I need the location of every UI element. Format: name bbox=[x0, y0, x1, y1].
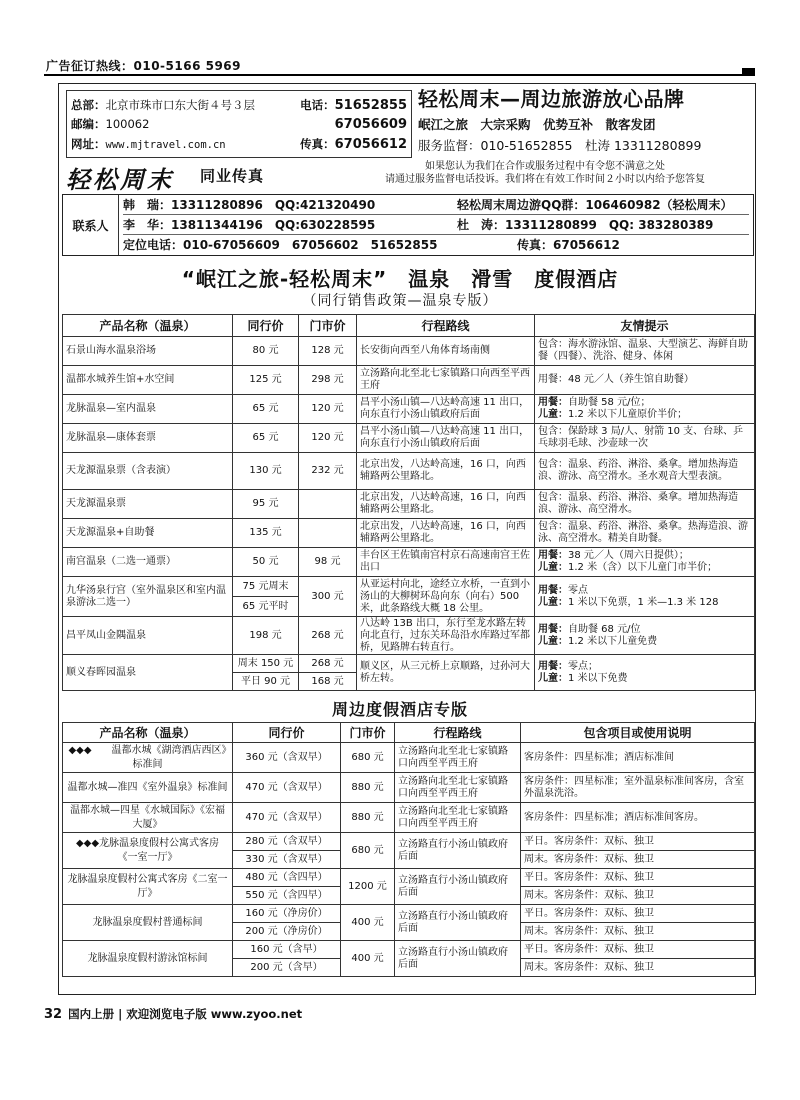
brand-logo-text: 轻松周末 bbox=[66, 166, 174, 194]
table-row: 温都水城—准四《室外温泉》标准间 470 元（含双早） 880 元 立汤路向北至北七家镇路口向西至平西王府 客房条件：四星标准；室外温泉标准间客房，含室外温泉洗浴。 bbox=[63, 773, 755, 803]
table-subrow: 200 元（净房价） 周末。客房条件：双标、独卫 bbox=[63, 923, 755, 941]
contact-row: 定位电话：010-67056609 67056602 51652855 传真：67056612 bbox=[123, 238, 620, 252]
page-subtitle: （同行销售政策—温泉专版） bbox=[302, 293, 498, 309]
ad-hotline: 广告征订热线：010-5166 5969 bbox=[46, 59, 242, 73]
company-fax: 67056612 bbox=[334, 137, 407, 152]
page-title: “岷江之旅-轻松周末” 温泉 滑雪 度假酒店 bbox=[181, 267, 619, 291]
contacts-box bbox=[62, 194, 754, 256]
contact-row: 李 华：13811344196 QQ:630228595 杜 涛：13311280899 QQ: 383280389 bbox=[123, 215, 749, 235]
table-row: 龙脉温泉—室内温泉 65 元 120 元 昌平小汤山镇—八达岭高速 11 出口，向东直行小汤山镇政府后面 用餐：自助餐 58 元/位； 儿童：1.2 米以下儿童原价半价； bbox=[63, 395, 755, 424]
company-website[interactable]: www.mjtravel.com.cn bbox=[105, 139, 226, 151]
resort-hotel-table bbox=[62, 722, 755, 977]
table-row: 昌平凤山金隅温泉 198 元 268 元 八达岭 13B 出口，东行至龙水路左转向北直行，过东关环岛沿水库路过军都桥，见路牌右转直行。 用餐：自助餐 68 元/位 儿童：1.2 米以下儿童免费 bbox=[63, 617, 755, 655]
contacts-label: 联系人 bbox=[63, 195, 119, 255]
table-row: 龙脉温泉度假村公寓式客房《二室一厅》 480 元（含四早） 1200 元 立汤路直行小汤山镇政府后面 平日。客房条件：双标、独卫 bbox=[63, 869, 755, 887]
table-row: 顺义春晖园温泉 周末 150 元 268 元 顺义区，从三元桥上京顺路，过孙河大桥左转。 用餐：零点； 儿童：1 米以下免费 bbox=[63, 655, 755, 673]
slogan-tags: 岷江之旅 大宗采购 优势互补 散客发团 bbox=[418, 117, 656, 132]
table-subrow: 330 元（含双早） 周末。客房条件：双标、独卫 bbox=[63, 851, 755, 869]
table-row: 南宫温泉（二选一通票） 50 元 98 元 丰台区王佐镇南宫村京石高速南宫王佐出口 用餐：38 元／人（周六日提供）； 儿童：1.2 米（含）以下儿童门市半价； bbox=[63, 548, 755, 577]
brand-slogan-box bbox=[418, 86, 724, 158]
contact-row: 韩 瑞：13311280896 QQ:421320490 轻松周末周边游QQ群：106460982（轻松周末） bbox=[123, 195, 749, 215]
table-row: ◆◆◆龙脉温泉度假村公寓式客房《一室一厅》 280 元（含双早） 680 元 立汤路直行小汤山镇政府后面 平日。客房条件：双标、独卫 bbox=[63, 833, 755, 851]
table-row: 九华汤泉行宫（室外温泉区和室内温泉游泳二选一） 75 元周末 300 元 从亚运村向北，途经立水桥，一直到小汤山的大柳树环岛向东（向右）500 米，此条路线大概 18 公里。 用餐：零点 儿童：1 米以下免票，1 米—1.3 米 128 bbox=[63, 577, 755, 597]
page-footer bbox=[44, 1006, 302, 1022]
company-address: 北京市珠市口东大街４号３层 bbox=[105, 98, 255, 112]
table-subrow: 65 元平时 bbox=[63, 597, 755, 617]
table-row: 石景山海水温泉浴场 80 元 128 元 长安街向西至八角体育场南侧 包含：海水游泳馆、温泉、大型演艺、海鲜自助餐（四餐）、洗浴、健身、体闲 bbox=[63, 337, 755, 366]
table-row: ◆◆◆ 温都水城《湖湾酒店西区》标准间 360 元（含双早） 680 元 立汤路向北至北七家镇路口向西至平西王府 客房条件：四星标准；酒店标准间 bbox=[63, 743, 755, 773]
company-zip: 100062 bbox=[105, 117, 150, 131]
company-phone: 51652855 bbox=[334, 98, 407, 113]
table-row: 温都水城养生馆+水空间 125 元 298 元 立汤路向北至北七家镇路口向西至平西王府 用餐：48 元／人（养生馆自助餐） bbox=[63, 366, 755, 395]
table-row: 温都水城—四星《水城国际》《宏福大厦》 470 元（含双早） 880 元 立汤路向北至北七家镇路口向西至平西王府 客房条件：四星标准；酒店标准间客房。 bbox=[63, 803, 755, 833]
slogan-title: 轻松周末—周边旅游放心品牌 bbox=[418, 87, 685, 111]
web-row: 网址：www.mjtravel.com.cn 传真：67056612 bbox=[71, 137, 407, 152]
table-row: 龙脉温泉度假村普通标间 160 元（净房价） 400 元 立汤路直行小汤山镇政府后面 平日。客房条件：双标、独卫 bbox=[63, 905, 755, 923]
page-number: 32 bbox=[44, 1007, 63, 1022]
table-header-row: 产品名称（温泉） 同行价 门市价 行程路线 友情提示 bbox=[63, 315, 755, 337]
table-row: 天龙源温泉+自助餐 135 元 北京出发，八达岭高速，16 口，向西辅路两公里路北。 包含：温泉、药浴、淋浴、桑拿。热海造浪、游泳、高空滑水。精美自助餐。 bbox=[63, 519, 755, 548]
zip-row: 邮编：100062 67056609 bbox=[71, 117, 407, 132]
complaint-notice: 如果您认为我们在合作或服务过程中有令您不满意之处 请通过服务监督电话投诉。我们将在有效工作时间２小时以内给予您答复 bbox=[385, 161, 705, 185]
table-row: 天龙源温泉票（含表演） 130 元 232 元 北京出发，八达岭高速，16 口，向西辅路两公里路北。 包含：温泉、药浴、淋浴、桑拿。增加热海造浪、游泳、高空滑水。圣水观音大型表演。 bbox=[63, 453, 755, 490]
hot-spring-table bbox=[62, 314, 755, 691]
table-subrow: 550 元（含四早） 周末。客房条件：双标、独卫 bbox=[63, 887, 755, 905]
table-header-row: 产品名称（温泉） 同行价 门市价 行程路线 包含项目或使用说明 bbox=[63, 723, 755, 743]
table-subrow: 200 元（含早） 周末。客房条件：双标、独卫 bbox=[63, 959, 755, 977]
table-row: 天龙源温泉票 95 元 北京出发，八达岭高速，16 口，向西辅路两公里路北。 包含：温泉、药浴、淋浴、桑拿。增加热海造浪、游泳、高空滑水。 bbox=[63, 490, 755, 519]
header-mark bbox=[742, 68, 755, 76]
section-title: 周边度假酒店专版 bbox=[331, 700, 468, 719]
footer-text: 国内上册 | 欢迎浏览电子版 www.zyoo.net bbox=[68, 1007, 303, 1021]
table-subrow: 平日 90 元 168 元 bbox=[63, 673, 755, 691]
company-info-box bbox=[66, 90, 412, 158]
service-supervision: 服务监督：010-51652855 杜涛 13311280899 bbox=[418, 138, 702, 153]
table-row: 龙脉温泉—康体套票 65 元 120 元 昌平小汤山镇—八达岭高速 11 出口，向东直行小汤山镇政府后面 包含：保龄球 3 局/人、射箭 10 支、台球、乒乓球羽毛球、沙壶球一次 bbox=[63, 424, 755, 453]
header-rule bbox=[44, 74, 754, 76]
brand-subtitle: 同业传真 bbox=[200, 167, 265, 185]
address-row: 总部：北京市珠市口东大街４号３层 电话：51652855 bbox=[71, 98, 407, 113]
company-phone2: 67056609 bbox=[334, 117, 407, 132]
table-row: 龙脉温泉度假村游泳馆标间 160 元（含早） 400 元 立汤路直行小汤山镇政府后面 平日。客房条件：双标、独卫 bbox=[63, 941, 755, 959]
